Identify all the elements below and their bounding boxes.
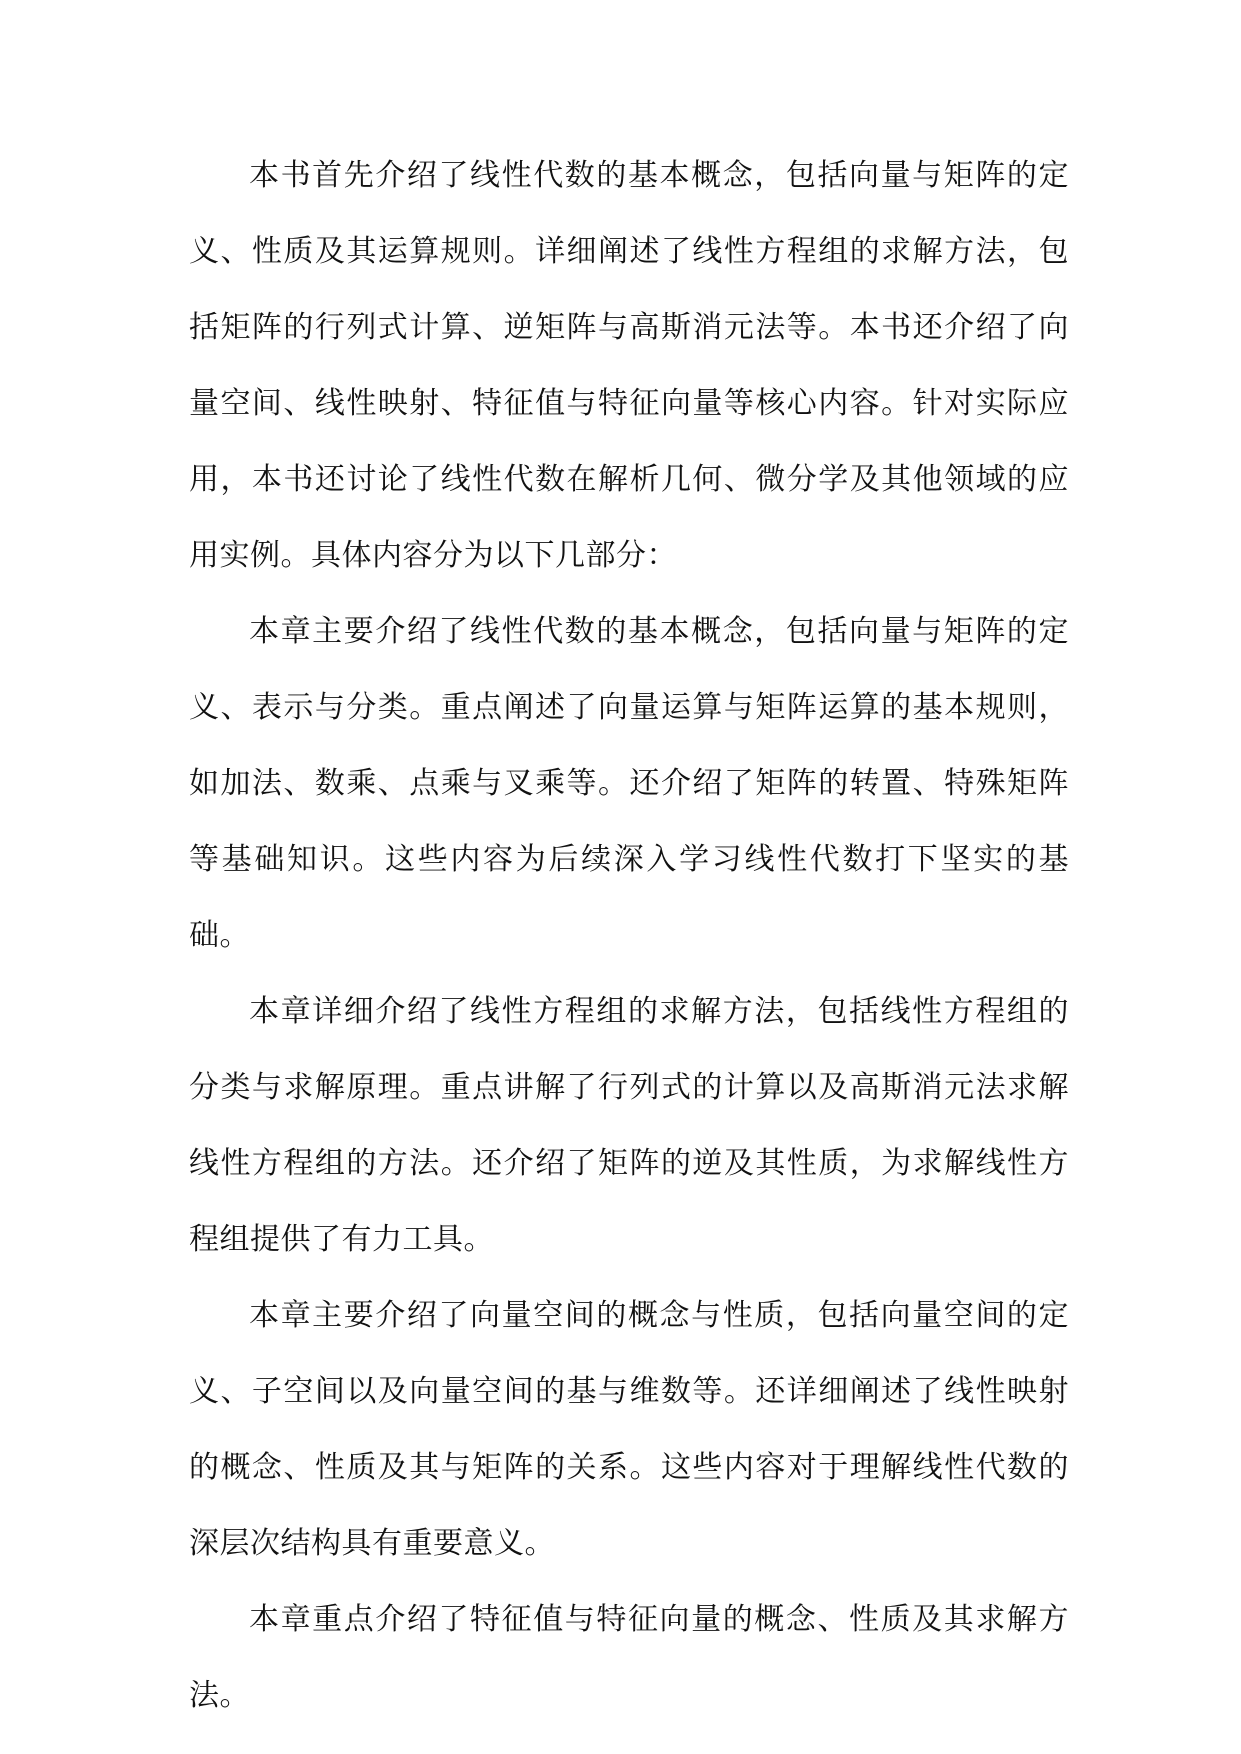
paragraph-chapter-basics: 本章主要介绍了线性代数的基本概念，包括向量与矩阵的定义、表示与分类。重点阐述了向量运算与矩阵运算的基本规则，如加法、数乘、点乘与叉乘等。还介绍了矩阵的转置、特殊矩阵等基础知识。这些内容为后续深入学习线性代数打下坚实的基础。 [189,614,1069,953]
paragraph-chapter-linear-systems: 本章详细介绍了线性方程组的求解方法，包括线性方程组的分类与求解原理。重点讲解了行列式的计算以及高斯消元法求解线性方程组的方法。还介绍了矩阵的逆及其性质，为求解线性方程组提供了有力工具。 [189,994,1069,1257]
paragraph-intro: 本书首先介绍了线性代数的基本概念，包括向量与矩阵的定义、性质及其运算规则。详细阐述了线性方程组的求解方法，包括矩阵的行列式计算、逆矩阵与高斯消元法等。本书还介绍了向量空间、线性映射、特征值与特征向量等核心内容。针对实际应用，本书还讨论了线性代数在解析几何、微分学及其他领域的应用实例。具体内容分为以下几部分： [189,158,1069,573]
paragraph-chapter-eigenvalues: 本章重点介绍了特征值与特征向量的概念、性质及其求解方法。 [189,1602,1069,1713]
paragraph-chapter-vector-spaces: 本章主要介绍了向量空间的概念与性质，包括向量空间的定义、子空间以及向量空间的基与维数等。还详细阐述了线性映射的概念、性质及其与矩阵的关系。这些内容对于理解线性代数的深层次结构具有重要意义。 [189,1298,1069,1561]
document-body [189,138,1069,1734]
